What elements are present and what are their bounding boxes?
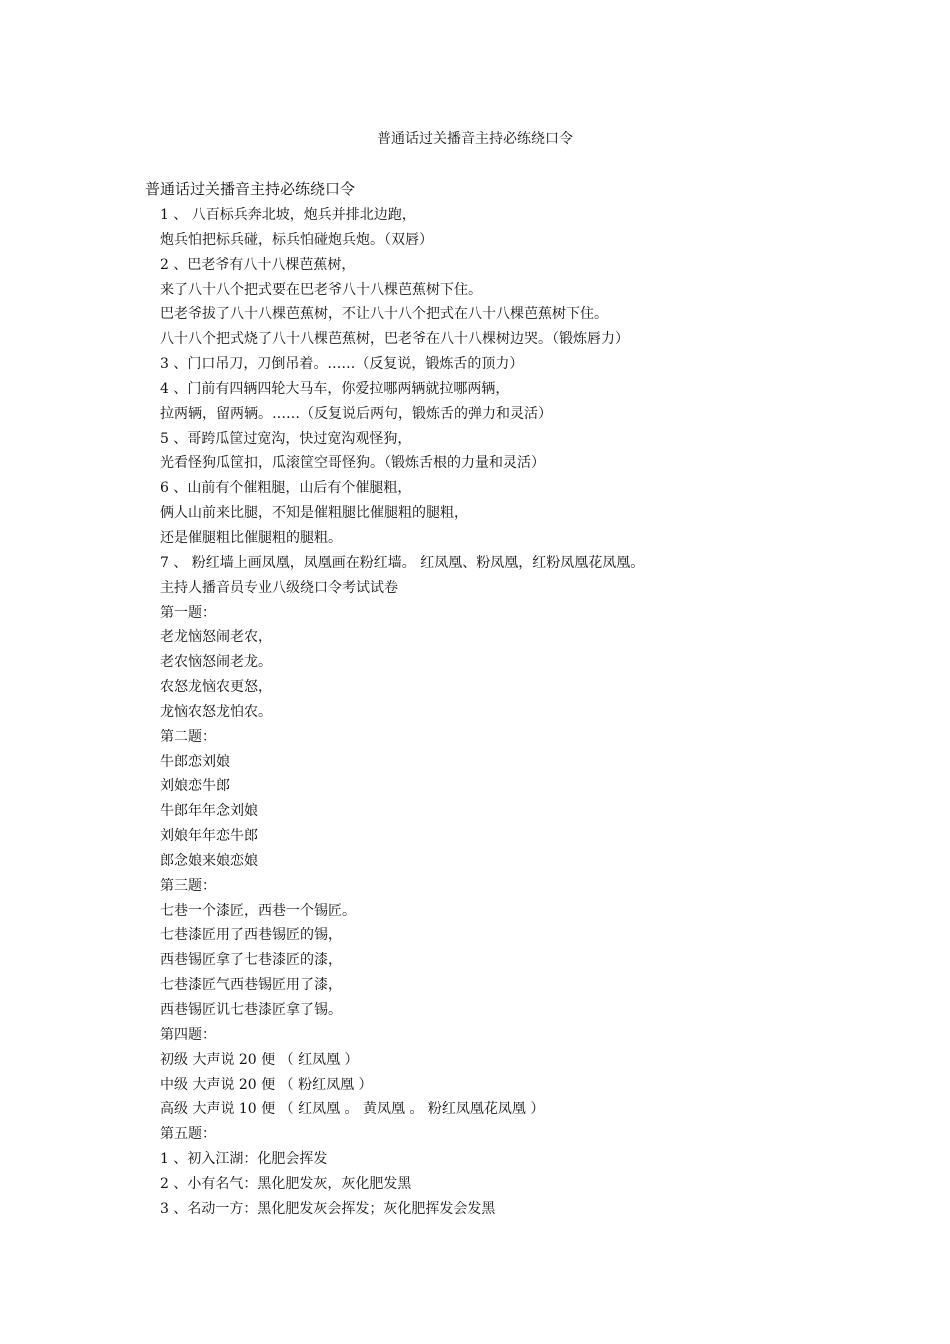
text-line: 还是催腿粗比催腿粗的腿粗。 bbox=[160, 529, 342, 546]
text-line: 牛郎年年念刘娘 bbox=[160, 803, 258, 820]
page-title: 普通话过关播音主持必练绕口令 bbox=[377, 131, 573, 147]
text-line: 七巷一个漆匠，西巷一个锡匠。 bbox=[160, 902, 356, 919]
text-line: 第一题： bbox=[160, 604, 216, 621]
text-line: 1 、初入江湖：化肥会挥发 bbox=[160, 1151, 328, 1168]
text-line: 第五题： bbox=[160, 1126, 216, 1143]
text-line: 农怒龙恼农更怒， bbox=[160, 679, 272, 696]
text-line: 第四题： bbox=[160, 1026, 216, 1043]
text-line: 光看怪狗瓜筐扣，瓜滚筐空哥怪狗。（锻炼舌根的力量和灵活） bbox=[160, 455, 545, 472]
text-line: 来了八十八个把式要在巴老爷八十八棵芭蕉树下住。 bbox=[160, 281, 482, 298]
text-line: 2 、巴老爷有八十八棵芭蕉树， bbox=[160, 256, 356, 273]
text-line: 俩人山前来比腿，不知是催粗腿比催腿粗的腿粗， bbox=[160, 505, 468, 522]
text-line: 七巷漆匠用了西巷锡匠的锡， bbox=[160, 927, 342, 944]
text-line: 第三题： bbox=[160, 877, 216, 894]
text-line: 刘娘恋牛郎 bbox=[160, 778, 230, 795]
text-line: 龙恼农怒龙怕农。 bbox=[160, 703, 272, 720]
text-line: 3 、名动一方：黑化肥发灰会挥发；灰化肥挥发会发黑 bbox=[160, 1200, 496, 1217]
text-line: 5 、哥跨瓜筐过宽沟，快过宽沟观怪狗， bbox=[160, 430, 412, 447]
text-line: 高级 大声说 10 便 （ 红凤凰 。 黄凤凰 。 粉红凤凰花凤凰 ） bbox=[160, 1101, 545, 1118]
text-line: 炮兵怕把标兵碰，标兵怕碰炮兵炮。（双唇） bbox=[160, 231, 433, 248]
text-line: 初级 大声说 20 便 （ 红凤凰 ） bbox=[160, 1051, 359, 1068]
text-line: 中级 大声说 20 便 （ 粉红凤凰 ） bbox=[160, 1076, 373, 1093]
text-line: 7 、 粉红墙上画凤凰，凤凰画在粉红墙。 红凤凰、粉凤凰，红粉凤凰花凤凰。 bbox=[160, 554, 645, 571]
text-line: 巴老爷拔了八十八棵芭蕉树，不让八十八个把式在八十八棵芭蕉树下住。 bbox=[160, 306, 608, 323]
text-line: 郎念娘来娘恋娘 bbox=[160, 852, 258, 869]
text-line: 老农恼怒闹老龙。 bbox=[160, 654, 272, 671]
text-line: 老龙恼怒闹老农， bbox=[160, 629, 272, 646]
text-line: 6 、山前有个催粗腿，山后有个催腿粗， bbox=[160, 480, 412, 497]
text-line: 七巷漆匠气西巷锡匠用了漆， bbox=[160, 977, 342, 994]
text-line: 第二题： bbox=[160, 728, 216, 745]
text-line: 4 、门前有四辆四轮大马车，你爱拉哪两辆就拉哪两辆， bbox=[160, 380, 510, 397]
text-line: 牛郎恋刘娘 bbox=[160, 753, 230, 770]
text-line: 2 、小有名气：黑化肥发灰，灰化肥发黑 bbox=[160, 1175, 412, 1192]
text-body bbox=[160, 203, 920, 1222]
text-line: 刘娘年年恋牛郎 bbox=[160, 828, 258, 845]
text-line: 西巷锡匠拿了七巷漆匠的漆， bbox=[160, 952, 342, 969]
text-line: 主持人播音员专业八级绕口令考试试卷 bbox=[160, 579, 398, 596]
section-heading: 普通话过关播音主持必练绕口令 bbox=[145, 180, 356, 198]
text-line: 1 、 八百标兵奔北坡，炮兵并排北边跑， bbox=[160, 207, 416, 223]
text-line: 八十八个把式烧了八十八棵芭蕉树，巴老爷在八十八棵树边哭。（锻炼唇力） bbox=[160, 331, 629, 348]
text-line: 3 、门口吊刀，刀倒吊着。……（反复说，锻炼舌的顶力） bbox=[160, 356, 524, 373]
text-line: 拉两辆，留两辆。……（反复说后两句，锻炼舌的弹力和灵活） bbox=[160, 405, 552, 422]
text-line: 西巷锡匠讥七巷漆匠拿了锡。 bbox=[160, 1002, 342, 1018]
